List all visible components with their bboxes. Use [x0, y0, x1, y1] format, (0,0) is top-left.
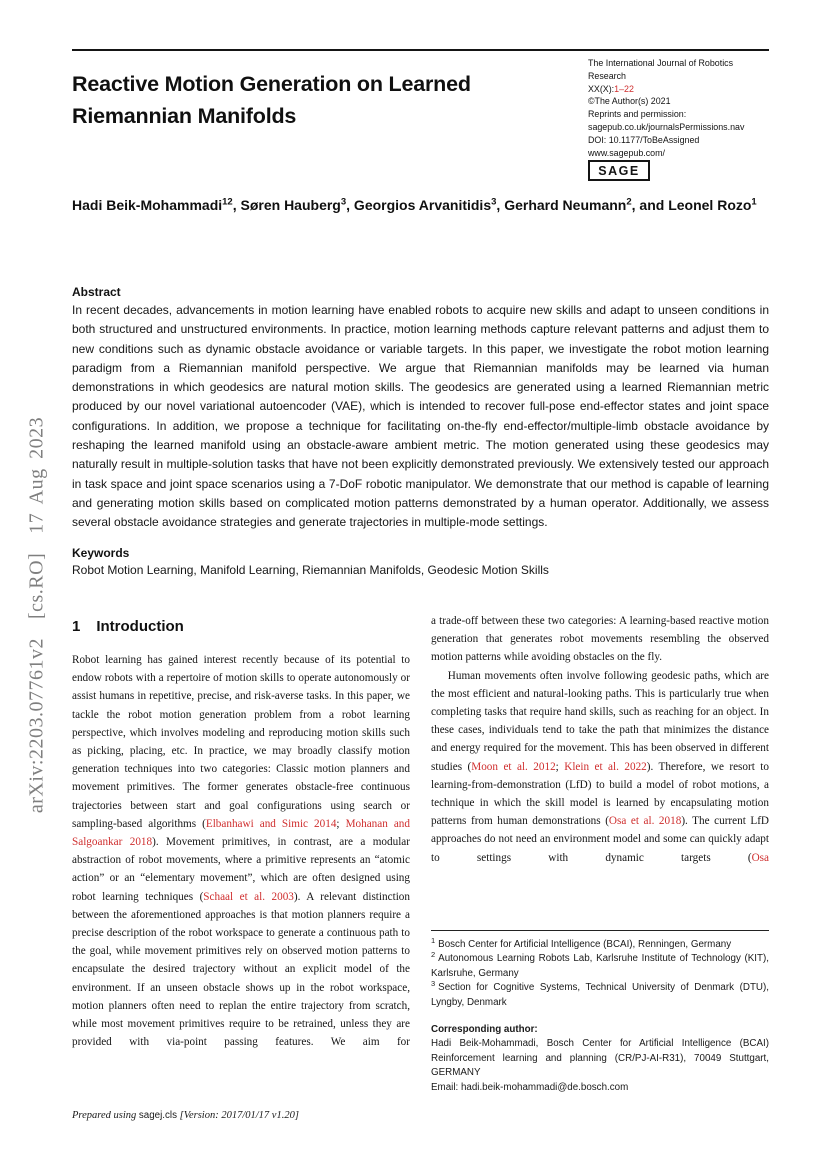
intro-right-column — [431, 612, 769, 867]
footnote-rule — [431, 930, 769, 931]
affiliation-3-marker: 3 — [431, 978, 436, 988]
citation-link[interactable]: Osa et al. 2018 — [608, 815, 682, 828]
affiliation-3 — [431, 978, 769, 1010]
title-line-1: Reactive Motion Generation on Learned — [72, 72, 471, 96]
paragraph-human-movements — [431, 667, 769, 867]
arxiv-watermark: arXiv:2203.07761v2 [cs.RO] 17 Aug 2023 — [25, 416, 48, 814]
abstract-heading: Abstract — [72, 285, 121, 299]
permissions-url[interactable]: sagepub.co.uk/journalsPermissions.nav — [588, 121, 745, 132]
text-run: , Søren Hauberg — [232, 197, 341, 213]
affiliation-superscript: 1 — [751, 196, 757, 208]
journal-issue — [588, 83, 772, 96]
affiliation-superscript: 3 — [491, 196, 497, 208]
journal-url[interactable]: www.sagepub.com/ — [588, 147, 665, 158]
affiliation-1-text: Bosch Center for Artificial Intelligence (BCAI), Renningen, Germany — [438, 939, 732, 950]
affiliation-1 — [431, 935, 769, 952]
section-heading-introduction — [72, 618, 184, 635]
sage-logo-text: SAGE — [598, 163, 640, 178]
citation-link[interactable]: Klein et al. 2022 — [564, 760, 647, 773]
intro-paragraph-left-column — [72, 651, 410, 1051]
corresponding-author-email[interactable]: Email: hadi.beik-mohammadi@de.bosch.com — [431, 1081, 629, 1093]
issue-prefix: XX(X): — [588, 83, 615, 94]
journal-info-block — [588, 57, 772, 159]
text-run: Human movements often involve following geodesic paths, which are the most efficient and natural-looking paths. This is particularly true when completing tasks that require hand skills, such as reaching for an object. In these cases, individuals tend to take the path that minimizes the distance and energy required for the movement. This has been observed in different studies ( — [431, 669, 769, 773]
text-run: ; — [555, 760, 565, 773]
citation-link[interactable]: Moon et al. 2012 — [471, 760, 556, 773]
keywords-heading: Keywords — [72, 546, 130, 560]
affiliation-1-marker: 1 — [431, 935, 436, 945]
citation-link[interactable]: Schaal et al. 2003 — [203, 890, 294, 903]
footer-version: [Version: 2017/01/17 v1.20] — [177, 1110, 299, 1121]
author-list — [72, 189, 769, 222]
journal-name-line2: Research — [588, 70, 626, 81]
text-run: ). A relevant distinction between the aforementioned approaches is that motion planners require a precise description of the robot workspace to generate a continuous path to the goal, while movement primitives rely on observed motion patterns to encapsulate the desired trajectory without an explicit model of the environment. If an unseen obstacle shows up in the robot workspace, motion planners often need to replan the entire trajectory from scratch, while most movement primitives require to be retrained, unless they are provided with via-point passing features. We aim for — [72, 890, 410, 1049]
abstract-text: In recent decades, advancements in motion learning have enabled robots to acquire new skills and adapt to unseen conditions in both structured and unstructured environments. In practice, motion learning methods capture relevant patterns and adjust them to new conditions such as dynamic obstacle avoidance or variable targets. In this paper, we investigate the robot motion learning paradigm from a Riemannian manifold perspective. We argue that Riemannian manifolds may be learned via human demonstrations in which geodesics are natural motion skills. The geodesics are generated using a learned Riemannian metric produced by our novel variational autoencoder (VAE), which is intended to recover full-pose end-effector states and joint space configurations. In addition, we propose a technique for facilitating on-the-fly end-effector/multiple-limb obstacle avoidance by reshaping the learned manifold using an obstacle-aware ambient metric. The motion generated using these geodesics may naturally result in multiple-solution tasks that have not been explicitly demonstrated previously. We extensively tested our approach in task space and joint space scenarios using a 7-DoF robotic manipulator. We demonstrate that our method is capable of learning and generating motion skills based on complicated motion patterns demonstrated by a human operator. Additionally, we assess several obstacle avoidance strategies and generate trajectories in multiple-mode settings. — [72, 303, 769, 530]
footnotes-block — [431, 930, 769, 1095]
affiliation-3-text: Section for Cognitive Systems, Technical University of Denmark (DTU), Lyngby, Denmark — [431, 982, 769, 1008]
affiliation-superscript: 2 — [626, 196, 632, 208]
title-line-2: Riemannian Manifolds — [72, 104, 297, 128]
footer-prefix: Prepared using — [72, 1110, 139, 1121]
footer-note — [72, 1110, 299, 1121]
sage-logo — [588, 160, 650, 181]
page-range: 1–22 — [614, 83, 634, 94]
text-run: ). Movement primitives, in contrast, are a modular abstraction of robot movements, where a primitive represents an “atomic action” or an “elementary movement”, which are often designed using robot learning techniques ( — [72, 836, 410, 903]
text-run: ). Therefore, we resort to learning-from-demonstration (LfD) to build a model of robot motions, a technique in which the skill model is learned by encapsulating motion patterns from human demonstrations ( — [431, 760, 769, 828]
doi-line: DOI: 10.1177/ToBeAssigned — [588, 134, 700, 145]
footer-class-file: sagej.cls — [138, 1110, 178, 1121]
section-number: 1 — [72, 618, 81, 635]
corresponding-author-heading: Corresponding author: — [431, 1024, 538, 1036]
text-run: ). The current LfD approaches do not need an environment model and some can quickly adapt to settings with dynamic targets ( — [431, 815, 770, 864]
affiliation-superscript: 3 — [340, 196, 347, 208]
affiliation-superscript: 12 — [222, 196, 233, 208]
text-run: Robot learning has gained interest recently because of its potential to endow robots with a repertoire of motion skills to operate autonomously or assist humans in repetitive, precise, and risk-averse tasks. In this paper, we tackle the robot motion generation problem from a robot learning perspective, which involves modeling and reproducing motion skills such as picking, placing, etc. In practice, we may broadly classify motion generation techniques into two categories: Classic motion planners and movement primitives. The former generates obstacle-free continuous trajectories between start and goal configurations using search or sampling-based algorithms ( — [72, 654, 410, 830]
corresponding-author-text: Hadi Beik-Mohammadi, Bosch Center for Artificial Intelligence (BCAI) Reinforcement learning and planning (CR/PJ-AI-R31), 70049 Stuttgart, GERMANY — [431, 1038, 769, 1079]
text-run: , Gerhard Neumann — [496, 197, 627, 213]
text-run: ; — [336, 817, 346, 830]
keywords-text: Robot Motion Learning, Manifold Learning, Riemannian Manifolds, Geodesic Motion Skills — [72, 563, 549, 577]
citation-link[interactable]: Elbanhawi and Simic 2014 — [205, 817, 337, 830]
reprints-line: Reprints and permission: — [588, 109, 687, 120]
text-run: , Georgios Arvanitidis — [346, 197, 492, 213]
citation-link[interactable]: Osa — [751, 851, 769, 864]
text-run: Hadi Beik-Mohammadi — [72, 197, 223, 213]
paper-title — [72, 68, 602, 132]
journal-name-line1: The International Journal of Robotics — [588, 58, 734, 68]
affiliation-2 — [431, 952, 769, 981]
header-rule — [72, 49, 769, 51]
affiliation-2-marker: 2 — [431, 950, 436, 960]
affiliation-2-text: Autonomous Learning Robots Lab, Karlsruhe Institute of Technology (KIT), Karlsruhe, Germany — [431, 953, 769, 979]
text-run: , and Leonel Rozo — [631, 197, 752, 213]
section-title: Introduction — [96, 618, 184, 635]
paragraph-tradeoff: a trade-off between these two categories: A learning-based reactive motion generation that generates robot movements resembling the observed motion patterns while avoiding obstacles on the fly. — [431, 615, 769, 664]
copyright-line: ©The Author(s) 2021 — [588, 96, 671, 107]
citation-link[interactable]: Mohanan and Salgoankar 2018 — [72, 817, 410, 849]
